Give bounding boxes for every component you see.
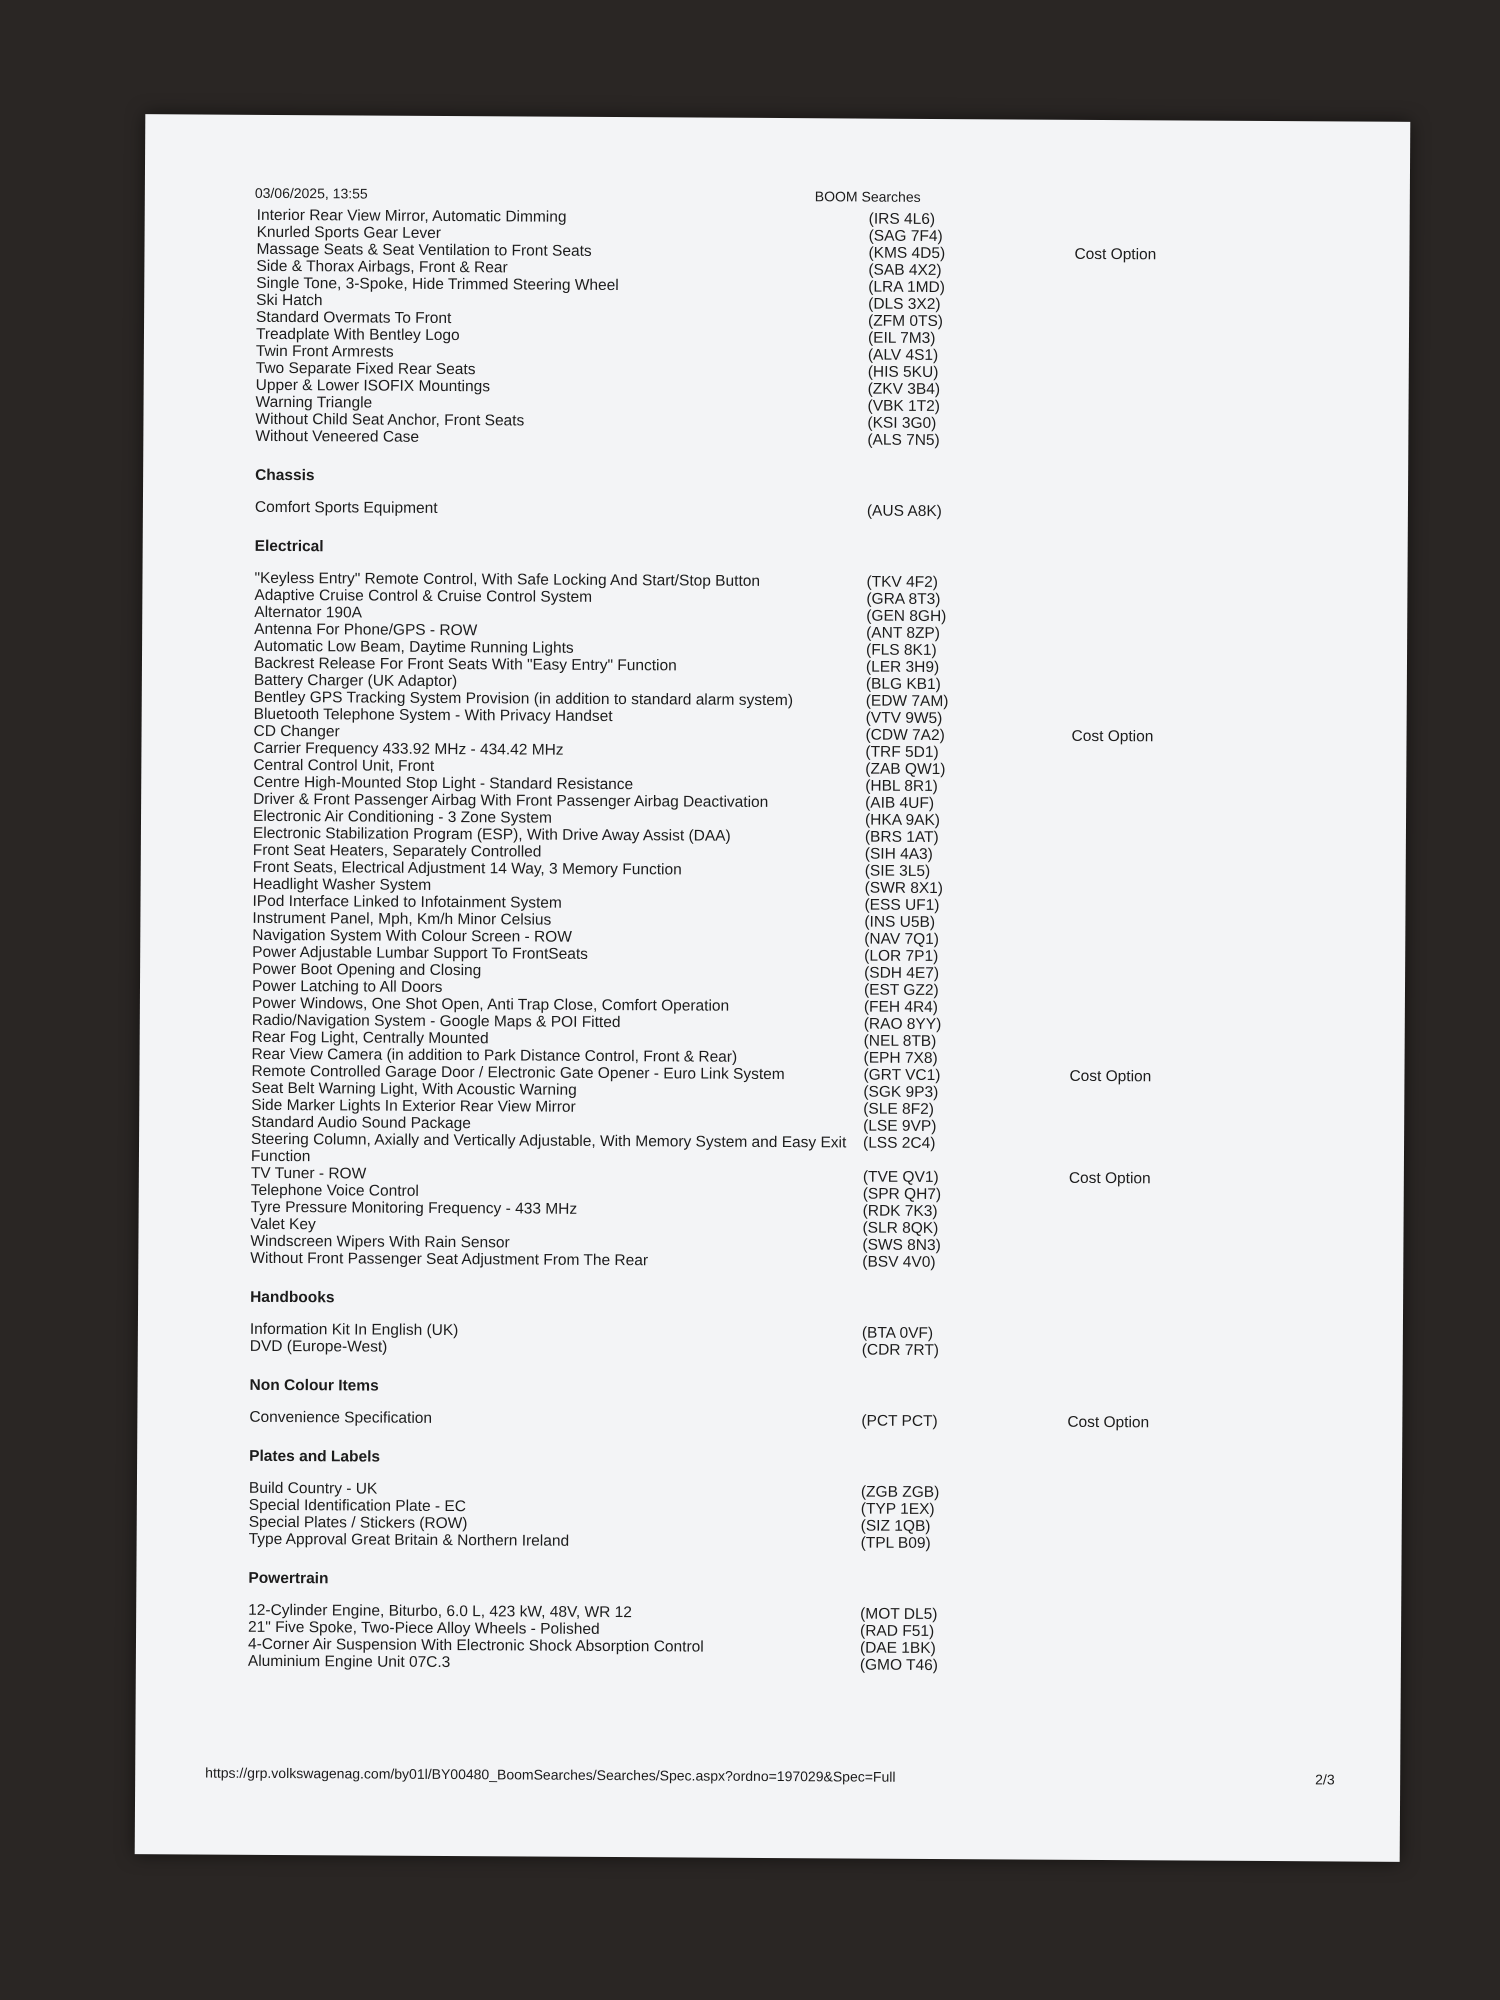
spec-item-code: (RAO 8YY) [863,1015,942,1034]
spec-item-code: (KMS 4D5) [868,244,946,263]
spec-item-note: Cost Option [1074,245,1157,264]
spec-item-name: "Keyless Entry" Remote Control, With Safe Locking And Start/Stop Button [254,569,761,590]
spec-item-note: Cost Option [1071,727,1154,746]
spec-item-name: Ski Hatch [256,291,323,310]
spec-item-name: Remote Controlled Garage Door / Electronic Gate Opener - Euro Link System [251,1062,785,1084]
spec-section [248,1570,1369,1677]
spec-item-name: Warning Triangle [255,393,373,412]
spec-item-code: (GRT VC1) [863,1066,941,1085]
spec-item-code: (TPL B09) [860,1534,931,1552]
spec-item-code: (KSI 3G0) [867,414,937,432]
spec-item-name: Power Latching to All Doors [251,977,443,996]
spec-item-name: Without Veneered Case [255,427,420,446]
spec-item-name: Front Seats, Electrical Adjustment 14 Way, 3 Memory Function [252,858,682,879]
page-number: 2/3 [1315,1771,1335,1788]
spec-item-code: (SIZ 1QB) [860,1517,931,1535]
spec-item-name: Special Identification Plate - EC [248,1496,467,1516]
spec-item-name: Rear Fog Light, Centrally Mounted [251,1028,489,1048]
spec-item-name: Information Kit In English (UK) [249,1320,459,1340]
spec-item-code: (HIS 5KU) [867,363,939,382]
spec-item-name: Adaptive Cruise Control & Cruise Control System [254,586,593,606]
spec-item-code: (SAB 4X2) [868,261,942,280]
spec-item-code: (EDW 7AM) [865,692,949,711]
spec-item-code: (GMO T46) [859,1656,939,1675]
spec-item-note: Cost Option [1068,1169,1151,1188]
spec-item-code: (RAD F51) [860,1622,935,1640]
spec-item-name: Navigation System With Colour Screen - ROW [252,926,572,946]
spec-item-note: Cost Option [1067,1413,1150,1432]
spec-item-code: (LSE 9VP) [863,1117,937,1136]
spec-item-code: (ZGB ZGB) [860,1483,940,1502]
spec-item-name: Side & Thorax Airbags, Front & Rear [256,257,508,277]
spec-item-name: CD Changer [253,722,340,741]
spec-item-code: (LSS 2C4) [863,1134,936,1152]
spec-item-code: (HBL 8R1) [865,777,938,796]
spec-item-code: (TRF 5D1) [865,743,939,762]
spec-item-name: Alternator 190A [254,603,363,622]
spec-item-code: (LER 3H9) [865,658,940,677]
spec-item-name: Headlight Washer System [252,875,432,894]
spec-item-code: (IRS 4L6) [868,210,936,228]
spec-item-note: Cost Option [1069,1067,1152,1086]
spec-item-code: (MOT DL5) [860,1605,938,1624]
spec-item-code: (LOR 7P1) [864,947,939,966]
spec-item-name: Telephone Voice Control [250,1181,419,1200]
spec-item-code: (SWR 8X1) [864,879,944,898]
spec-item-code: (CDR 7RT) [861,1341,940,1360]
spec-item-name: Side Marker Lights In Exterior Rear View Mirror [251,1096,576,1116]
spec-item-code: (SGK 9P3) [863,1083,939,1102]
spec-item-name: Without Front Passenger Seat Adjustment From The Rear [250,1249,649,1270]
spec-item-name: Type Approval Great Britain & Northern Ireland [248,1530,570,1550]
spec-section [250,1289,1370,1362]
spec-list [248,207,1377,1677]
spec-item-code: (LRA 1MD) [868,278,945,297]
spec-item-code: (BTA 0VF) [861,1324,934,1342]
page-url: https://grp.volkswagenag.com/by01l/BY00480_BoomSearches/Searches/Spec.aspx?ordno=197029&Spec=Full [205,1764,896,1785]
spec-item-name: Power Adjustable Lumbar Support To FrontSeats [252,943,589,963]
section-title: Electrical [254,537,324,556]
spec-item-code: (CDW 7A2) [865,726,945,745]
spec-item-code: (SPR QH7) [862,1185,942,1204]
spec-item-code: (TYP 1EX) [860,1500,935,1518]
spec-item-code: (ANT 8ZP) [866,624,941,643]
spec-item-code: (NAV 7Q1) [864,930,940,949]
spec-item-name: Interior Rear View Mirror, Automatic Dimming [256,206,567,226]
spec-item-name: Comfort Sports Equipment [254,498,438,517]
spec-item-name: IPod Interface Linked to Infotainment System [252,892,562,912]
spec-item-name: Tyre Pressure Monitoring Frequency - 433 MHz [250,1198,578,1218]
spec-item-name: DVD (Europe-West) [249,1337,388,1356]
spec-item-code: (BRS 1AT) [864,828,939,847]
spec-item-name: Battery Charger (UK Adaptor) [253,671,458,691]
spec-item-name: Bentley GPS Tracking System Provision (in addition to standard alarm system) [253,688,794,710]
spec-section [250,538,1374,1274]
spec-item-code: (DLS 3X2) [868,295,941,314]
spec-item-code: (SAG 7F4) [868,227,943,246]
spec-item-code: (FLS 8K1) [866,641,937,659]
spec-item-name: Bluetooth Telephone System - With Privacy Handset [253,705,613,726]
spec-item-code: (SIH 4A3) [864,845,933,863]
spec-item-name: Standard Audio Sound Package [251,1113,471,1133]
spec-item-name: Instrument Panel, Mph, Km/h Minor Celsius [252,909,552,929]
spec-item-name: 4-Corner Air Suspension With Electronic Shock Absorption Control [247,1635,704,1656]
spec-item-name: Aluminium Engine Unit 07C.3 [247,1652,451,1672]
spec-item-code: (SLR 8QK) [862,1219,939,1238]
spec-item-name: TV Tuner - ROW [250,1164,367,1183]
spec-item-name: Automatic Low Beam, Daytime Running Lights [254,637,574,657]
spec-item-name: Special Plates / Stickers (ROW) [248,1513,468,1533]
spec-item-code: (FEH 4R4) [863,998,939,1017]
spec-item-code: (BSV 4V0) [862,1253,936,1272]
spec-item-name: Central Control Unit, Front [253,756,435,775]
spec-item-code: (NEL 8TB) [863,1032,937,1051]
spec-item-name: Seat Belt Warning Light, With Acoustic Warning [251,1079,577,1099]
spec-item-code: (SLE 8F2) [863,1100,934,1118]
spec-item-name: Convenience Specification [249,1408,433,1427]
spec-item-name: 21" Five Spoke, Two-Piece Alloy Wheels - Polished [248,1618,600,1638]
spec-item-name: Valet Key [250,1215,316,1234]
section-title: Chassis [255,466,315,485]
spec-item-code: (INS U5B) [864,913,936,931]
spec-item-code: (GEN 8GH) [866,607,947,626]
spec-item-code: (ESS UF1) [864,896,940,915]
spec-item-code: (RDK 7K3) [862,1202,938,1221]
section-title: Powertrain [248,1569,329,1588]
spec-item-code: (EPH 7X8) [863,1049,938,1068]
spec-item-code: (DAE 1BK) [859,1639,936,1658]
spec-item-name: Twin Front Armrests [255,342,394,361]
spec-item-name: Power Windows, One Shot Open, Anti Trap Close, Comfort Operation [251,994,730,1015]
spec-item-code: (TKV 4F2) [866,573,939,592]
printed-page [135,114,1411,1862]
spec-item-code: (EIL 7M3) [867,329,936,347]
spec-section [249,1448,1370,1555]
spec-item-code: (SIE 3L5) [864,862,931,880]
spec-item-name: Carrier Frequency 433.92 MHz - 434.42 MHz [253,739,564,759]
spec-item-code: (ZAB QW1) [865,760,946,779]
spec-item-name: Build Country - UK [248,1479,378,1498]
spec-item-code: (ALS 7N5) [867,431,940,450]
spec-section [255,467,1375,523]
spec-item-name: Single Tone, 3-Spoke, Hide Trimmed Steering Wheel [256,274,619,295]
spec-item-code: (PCT PCT) [861,1412,938,1431]
spec-item-name: Front Seat Heaters, Separately Controlled [252,841,542,861]
spec-item-name: Upper & Lower ISOFIX Mountings [255,376,491,396]
section-title: Plates and Labels [249,1447,381,1466]
spec-item-code: (SDH 4E7) [864,964,940,983]
spec-item-code: (EST GZ2) [863,981,939,1000]
spec-item-name: Standard Overmats To Front [256,308,452,328]
spec-item-name: Electronic Stabilization Program (ESP), With Drive Away Assist (DAA) [252,824,731,845]
spec-item-name: Knurled Sports Gear Lever [256,223,442,242]
spec-item-name: Massage Seats & Seat Ventilation to Front Seats [256,240,592,260]
spec-item-name: Centre High-Mounted Stop Light - Standard Resistance [253,773,634,794]
spec-item-name: Power Boot Opening and Closing [252,960,482,980]
spec-section [249,1377,1369,1433]
section-title: Non Colour Items [249,1376,379,1395]
spec-item-name: Windscreen Wipers With Rain Sensor [250,1232,510,1252]
spec-item-code: (TVE QV1) [862,1168,939,1187]
spec-item-name: Antenna For Phone/GPS - ROW [254,620,478,640]
spec-item-code: (ZFM 0TS) [868,312,944,331]
spec-item-code: (ALV 4S1) [867,346,939,365]
print-site-title: BOOM Searches [814,188,921,205]
spec-item-name: Electronic Air Conditioning - 3 Zone System [252,807,553,827]
spec-item-code: (BLG KB1) [865,675,941,694]
spec-item-name: Backrest Release For Front Seats With "Easy Entry" Function [253,654,677,675]
spec-item-name: 12-Cylinder Engine, Biturbo, 6.0 L, 423 kW, 48V, WR 12 [248,1601,632,1622]
spec-item-name: Without Child Seat Anchor, Front Seats [255,410,525,430]
spec-item-code: (ZKV 3B4) [867,380,941,399]
spec-item-code: (VTV 9W5) [865,709,943,728]
section-title: Handbooks [250,1288,335,1307]
spec-item-name: Driver & Front Passenger Airbag With Front Passenger Airbag Deactivation [253,790,769,811]
spec-item-code: (AUS A8K) [866,502,942,521]
spec-item-name: Rear View Camera (in addition to Park Distance Control, Front & Rear) [251,1045,738,1066]
spec-item-name: Two Separate Fixed Rear Seats [255,359,476,379]
spec-item-name: Treadplate With Bentley Logo [255,325,460,345]
spec-item-code: (AIB 4UF) [865,794,935,812]
spec-item-code: (SWS 8N3) [862,1236,941,1255]
spec-item-code: (GRA 8T3) [866,590,941,609]
spec-item-code: (HKA 9AK) [864,811,941,830]
spec-item-code: (VBK 1T2) [867,397,940,416]
spec-item-name: Steering Column, Axially and Vertically Adjustable, With Memory System and Easy Exit Function [250,1130,847,1166]
print-date: 03/06/2025, 13:55 [254,184,368,202]
spec-item-name: Radio/Navigation System - Google Maps & POI Fitted [251,1011,621,1032]
